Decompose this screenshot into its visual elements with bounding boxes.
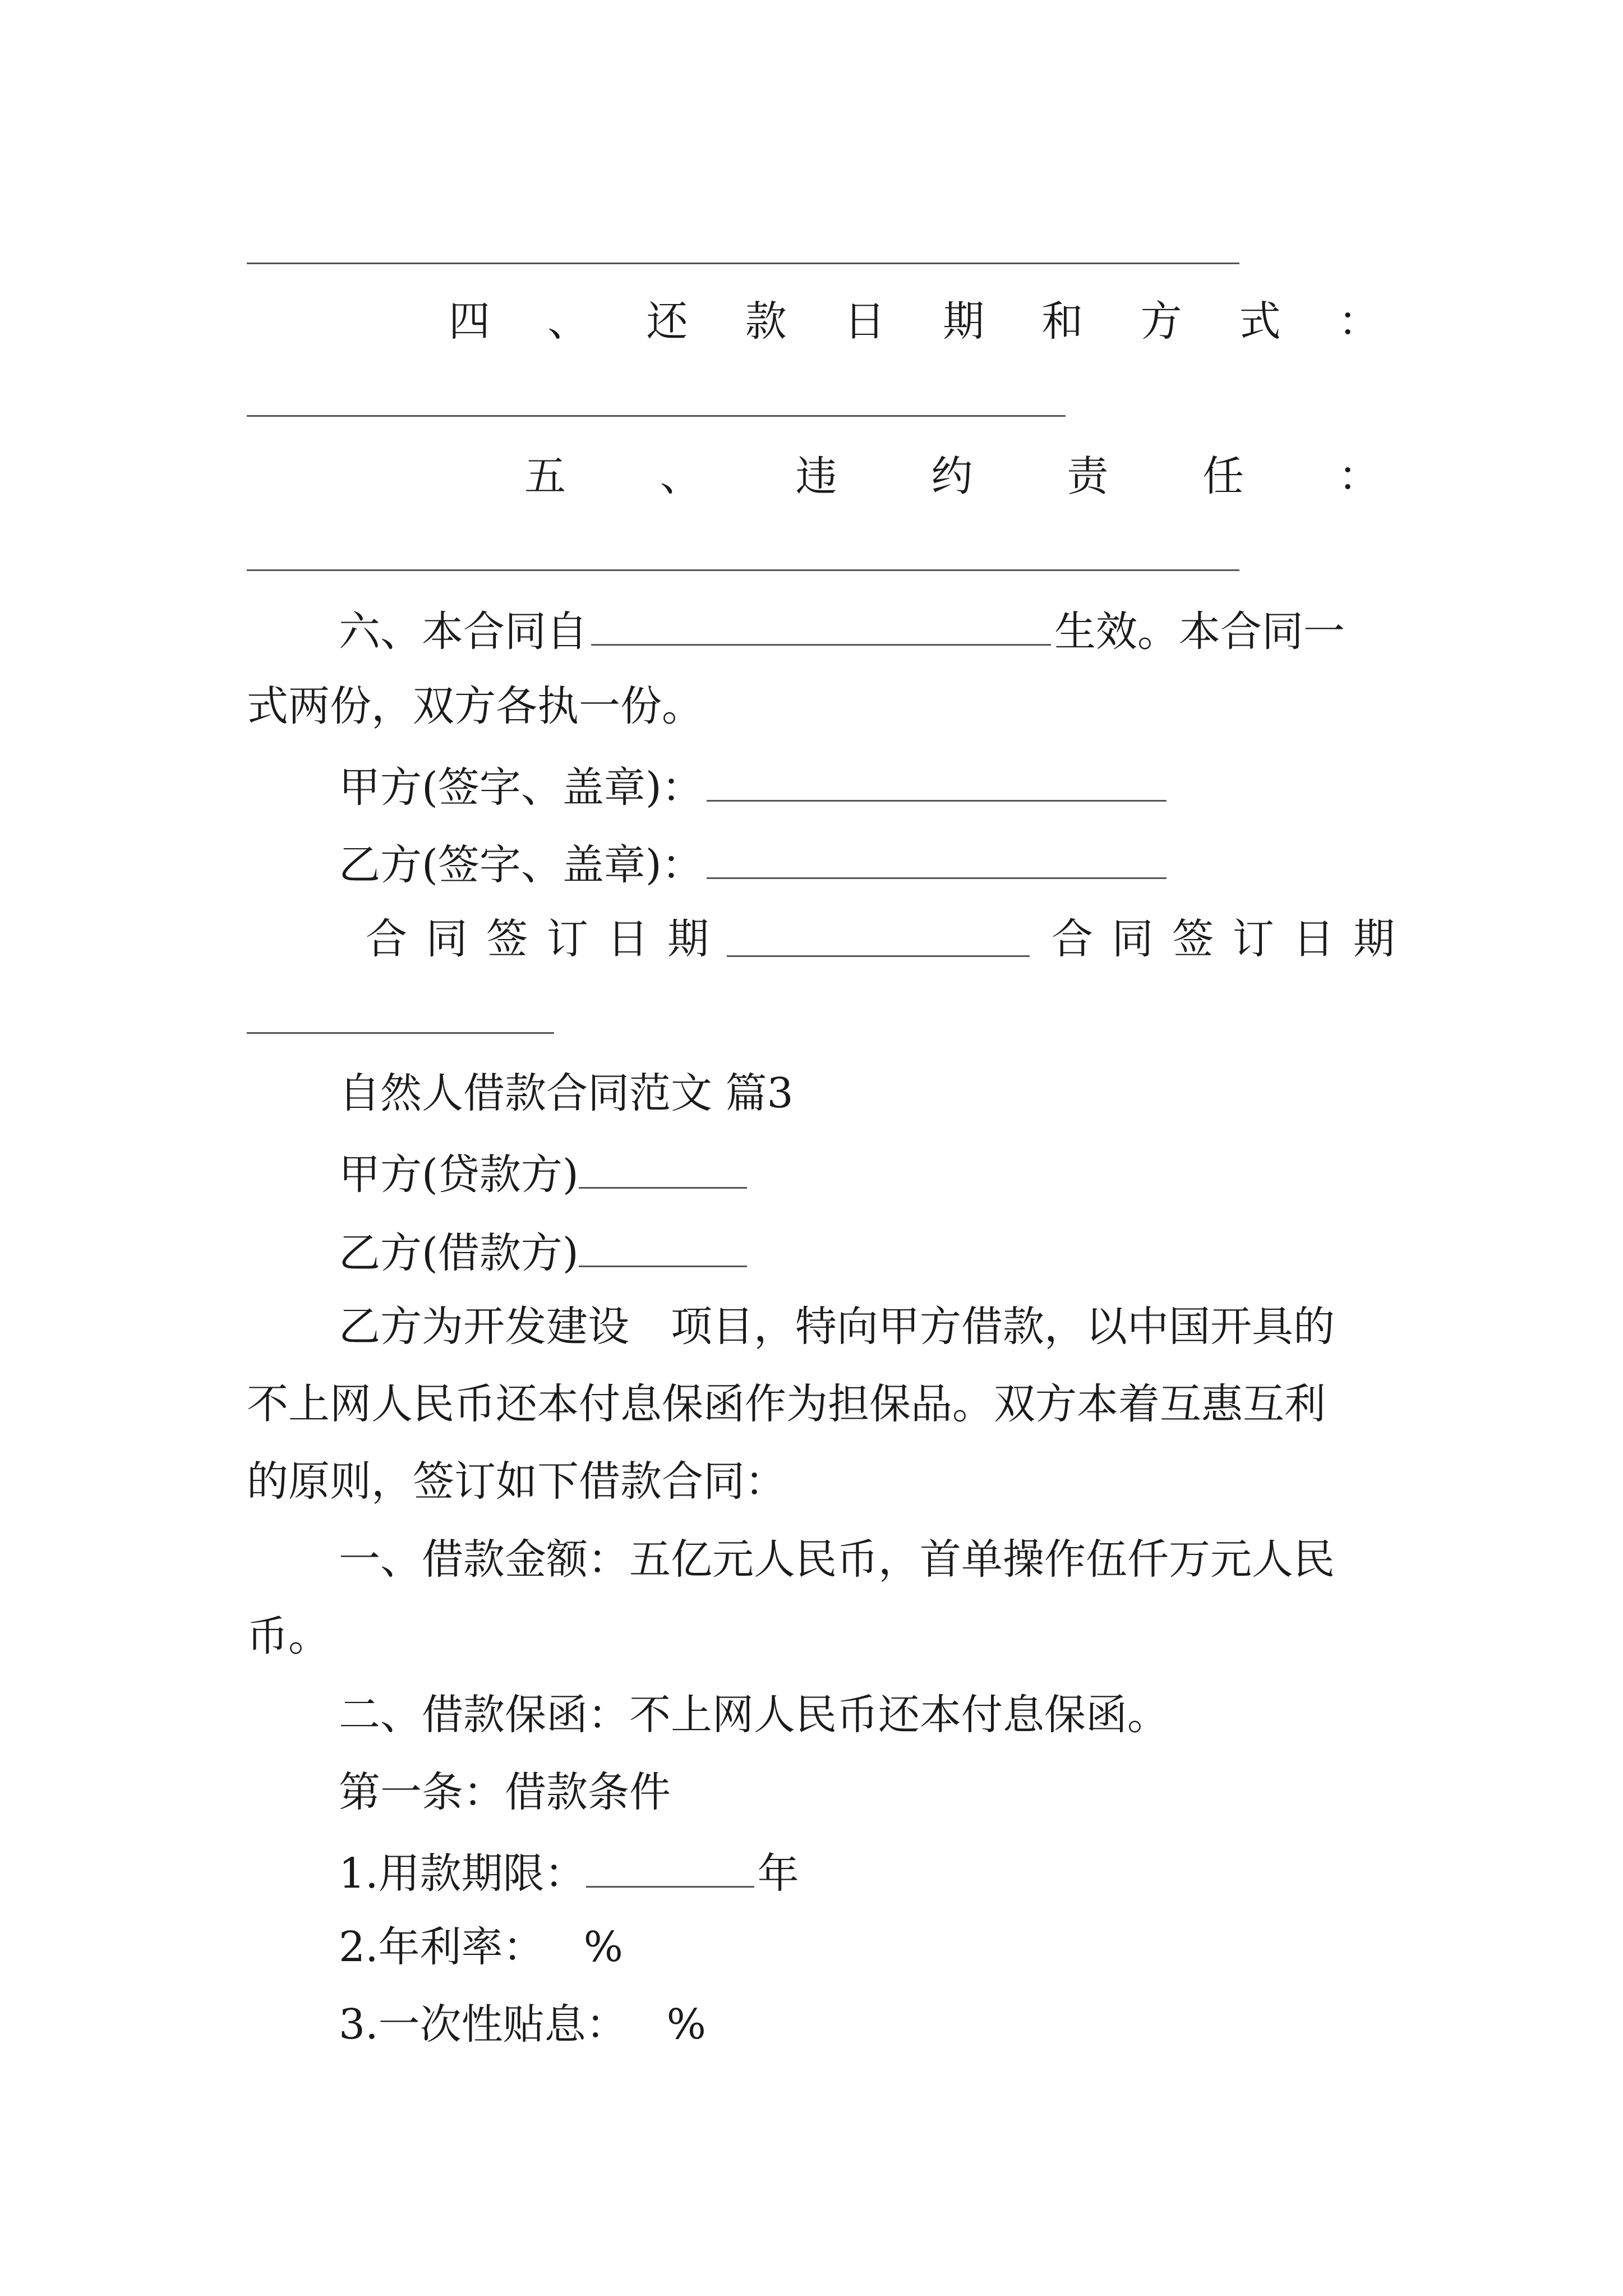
amount-line-1: 一、借款金额：五亿元人民币，首单操作伍仟万元人民 — [339, 1535, 1335, 1584]
intro-line-2: 不上网人民币还本付息保函作为担保品。双方本着互惠互利 — [247, 1380, 1326, 1428]
text: 1.用款期限： — [339, 1849, 586, 1898]
article-1-title: 第一条：借款条件 — [339, 1768, 671, 1816]
text: 3.一次性贴息： — [339, 2000, 628, 2049]
heading-char: 期 — [943, 297, 985, 346]
intro-line-1: 乙方为开发建设 项目，特向甲方借款，以中国开具的 — [339, 1303, 1335, 1351]
heading-char: 款 — [745, 297, 787, 346]
blank-line — [579, 1228, 747, 1267]
text: 六、本合同自 — [339, 608, 588, 656]
date-char: 订 — [1232, 915, 1274, 963]
section-6-line2: 式两份，双方各执一份。 — [247, 682, 703, 730]
date-char: 期 — [1353, 915, 1395, 963]
heading-char: 、 — [660, 452, 702, 500]
heading-char: 式 — [1239, 297, 1281, 346]
blank-line — [707, 840, 1166, 879]
blank-line — [727, 955, 1030, 957]
blank-line — [579, 1150, 747, 1189]
signing-date-right — [1052, 915, 1395, 963]
date-char: 签 — [486, 915, 528, 963]
heading-char: 、 — [547, 297, 589, 346]
heading-char: 和 — [1041, 297, 1083, 346]
heading-char: 还 — [646, 297, 688, 346]
text: 乙方(借款方) — [339, 1229, 579, 1277]
text: 乙方(签字、盖章)： — [339, 841, 703, 889]
text: 生效。本合同一 — [1054, 608, 1345, 656]
section-5-heading — [524, 452, 1380, 500]
text: % — [583, 1923, 623, 1971]
date-char: 期 — [667, 915, 709, 963]
blank-line — [247, 415, 1066, 417]
date-char: 日 — [607, 915, 649, 963]
heading-char: ： — [1338, 452, 1380, 500]
intro-line-3: 的原则，签订如下借款合同： — [247, 1457, 786, 1506]
guarantee-line: 二、借款保函：不上网人民币还本付息保函。 — [339, 1691, 1169, 1739]
borrower-line — [339, 1228, 750, 1277]
text: % — [666, 2000, 706, 2049]
date-char: 日 — [1293, 915, 1335, 963]
blank-line — [247, 569, 1239, 571]
blank-line — [591, 607, 1051, 646]
signature-party-a — [339, 763, 1170, 812]
text: 甲方(贷款方) — [339, 1151, 579, 1199]
blank-line — [247, 263, 1239, 264]
heading-char: 约 — [931, 452, 973, 500]
section-6-line1 — [339, 607, 1345, 656]
heading-char: 四 — [449, 297, 490, 346]
date-char: 同 — [426, 915, 468, 963]
date-char: 同 — [1112, 915, 1154, 963]
heading-char: 责 — [1067, 452, 1109, 500]
signing-date-left — [366, 915, 709, 963]
contract-heading: 自然人借款合同范文 篇3 — [339, 1069, 794, 1117]
heading-char: 方 — [1140, 297, 1182, 346]
text: 年 — [757, 1849, 799, 1898]
heading-char: ： — [1338, 297, 1380, 346]
heading-char: 违 — [795, 452, 837, 500]
heading-char: 日 — [843, 297, 886, 346]
date-char: 合 — [1052, 915, 1093, 963]
text: 2.年利率： — [339, 1923, 545, 1971]
date-char: 签 — [1172, 915, 1214, 963]
subsidy-line — [339, 2000, 706, 2049]
amount-line-2: 币。 — [247, 1612, 330, 1660]
heading-char: 五 — [524, 452, 566, 500]
loan-term-line — [339, 1849, 799, 1898]
section-4-heading — [449, 297, 1380, 346]
lender-line — [339, 1150, 750, 1199]
annual-rate-line — [339, 1923, 623, 1971]
blank-line — [586, 1849, 754, 1888]
date-char: 合 — [366, 915, 407, 963]
signature-party-b — [339, 840, 1170, 889]
blank-line — [247, 1032, 554, 1034]
heading-char: 任 — [1202, 452, 1244, 500]
text: 甲方(签字、盖章)： — [339, 763, 703, 812]
date-char: 订 — [546, 915, 588, 963]
blank-line — [707, 763, 1166, 802]
